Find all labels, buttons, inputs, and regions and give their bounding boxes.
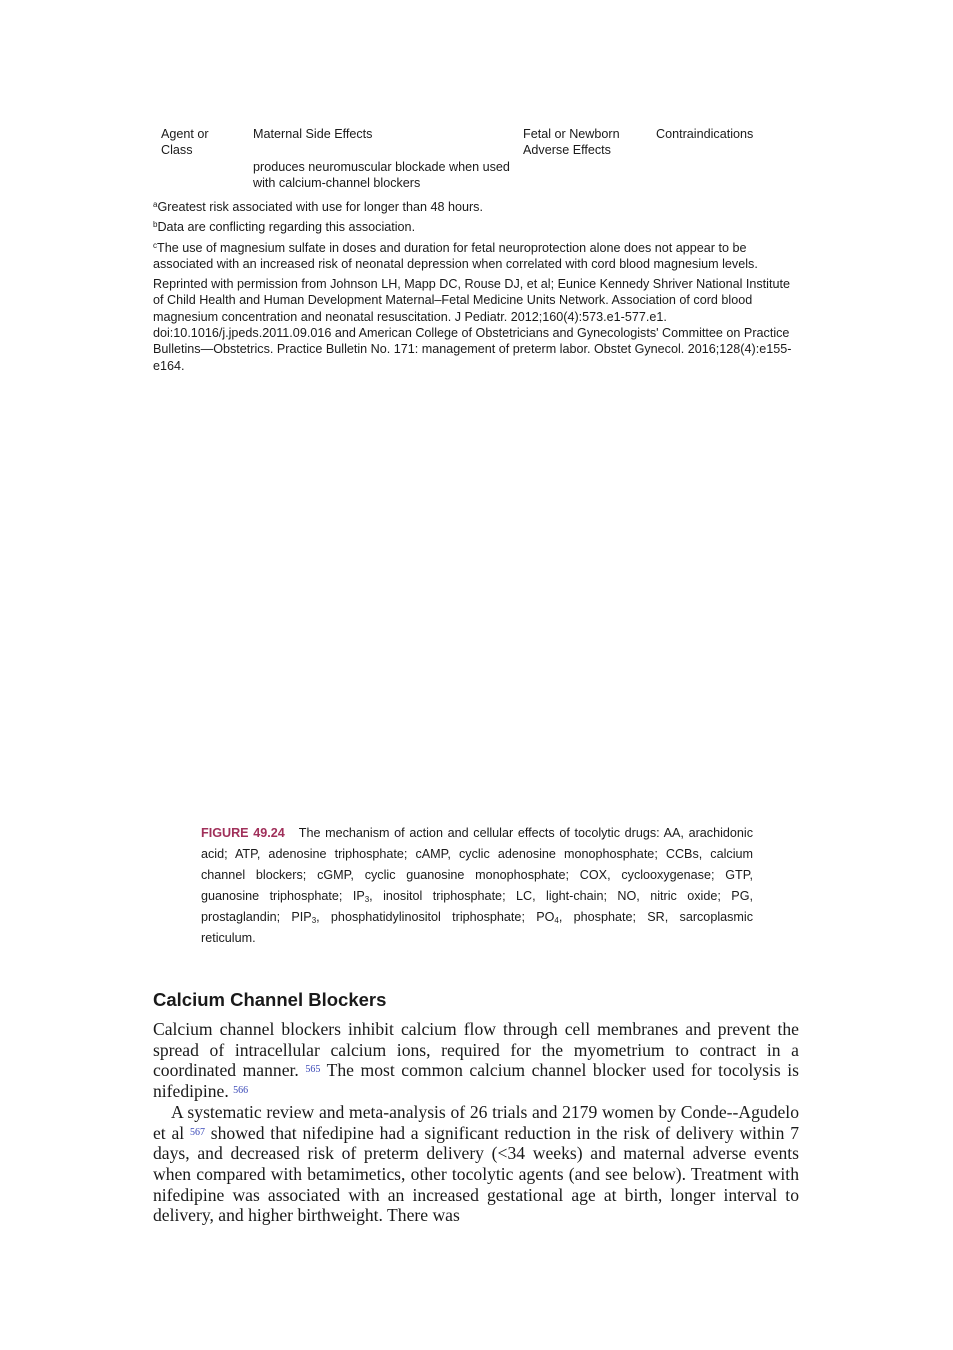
caption-sub-po: 4 — [554, 916, 559, 925]
caption-text-4: , phosphate; SR, sarcoplasmic reticulum. — [201, 910, 754, 945]
section-heading: Calcium Channel Blockers — [153, 989, 387, 1010]
footnote-a — [153, 199, 801, 215]
footnote-b-text: Data are conflicting regarding this association. — [157, 220, 416, 235]
caption-sub-ip: 3 — [364, 895, 370, 904]
caption-sub-pip: 3 — [311, 916, 317, 925]
footnote-b-mark: b — [153, 220, 158, 230]
caption-text-3: , phosphatidylinositol triphosphate; PO — [316, 910, 555, 924]
paragraph-2-text-a: A systematic review and meta-analysis of 26 trials and 2179 women by Conde--Agudelo et al — [153, 1101, 799, 1143]
footnote-c-mark: c — [153, 240, 157, 250]
caption-text-2: , inositol triphosphate; LC, light-chain; NO, nitric oxide; PG, prostaglandin; PIP — [201, 889, 753, 924]
reference-link-567[interactable]: 567 — [189, 1126, 205, 1138]
column-header-contraindications: Contraindications — [656, 127, 754, 141]
footnote-a-mark: a — [153, 200, 158, 209]
footnote-c-text: The use of magnesium sulfate in doses and duration for fetal neuroprotection alone does not appear to be associated with an increased risk of neonatal depression when correlated with cord blood magnesium levels. — [153, 240, 758, 271]
reference-link-565[interactable]: 565 — [305, 1064, 321, 1076]
figure-image-area — [153, 400, 801, 810]
section-body — [153, 1019, 799, 1226]
paragraph-2-text-b: showed that nifedipine had a significant reduction in the risk of delivery within 7 days, and decreased risk of preterm delivery (<34 weeks) and maternal adverse events when compared with betamimetics, other tocolytic agents (and see below). Treatment with nifedipine was associated with an increased gestational age at birth, longer interval to delivery, and higher birthweight. There was — [153, 1122, 800, 1226]
paragraph-1-text-b: The most common calcium channel blocker used for tocolysis is nifedipine. — [153, 1060, 799, 1102]
figure-caption — [201, 823, 753, 949]
reprint-permission: Reprinted with permission from Johnson LH, Mapp DC, Rouse DJ, et al; Eunice Kennedy Shriver National Institute of Child Health and Human Development Maternal–Fetal Medicine Units Network. Association of cord blood magnesium concentration and neonatal resuscitation. J Pediatr. 2012;160(4):573.e1-577.e1. doi:10.1016/j.jpeds.2011.09.016 and American College of Obstetricians and Gynecologists' Committee on Practice Bulletins—Obstetrics. Practice Bulletin No. 171: management of preterm labor. Obstet Gynecol. 2016;128(4):e155-e164. — [153, 277, 792, 373]
footnote-c — [153, 240, 801, 273]
column-header-maternal-side-effects: Maternal Side Effects — [253, 127, 373, 141]
paragraph-1 — [153, 1019, 799, 1102]
column-header-fetal-effects: Fetal or Newborn Adverse Effects — [523, 127, 620, 157]
footnote-a-text: Greatest risk associated with use for longer than 48 hours. — [157, 200, 483, 214]
table-cell-maternal-continued: produces neuromuscular blockade when used with calcium-channel blockers — [253, 160, 510, 190]
figure-label: FIGURE 49.24 — [201, 826, 285, 840]
column-header-agent: Agent or Class — [161, 127, 209, 157]
reference-link-566[interactable]: 566 — [233, 1085, 249, 1097]
table-footnotes — [153, 199, 801, 378]
paragraph-2 — [153, 1102, 799, 1226]
footnote-b — [153, 219, 801, 235]
paragraph-1-text-a: Calcium channel blockers inhibit calcium flow through cell membranes and prevent the spread of intracellular calcium ions, required for the myometrium to contract in a coordinated manner. — [153, 1019, 799, 1081]
caption-text-1: The mechanism of action and cellular effects of tocolytic drugs: AA, arachidonic acid; ATP, adenosine triphosphate; cAMP, cyclic adenosine monophosphate; CCBs, calcium channel blockers; cGMP, cyclic guanosine monophosphate; COX, cyclooxygenase; GTP, guanosine triphosphate; IP — [201, 826, 754, 903]
